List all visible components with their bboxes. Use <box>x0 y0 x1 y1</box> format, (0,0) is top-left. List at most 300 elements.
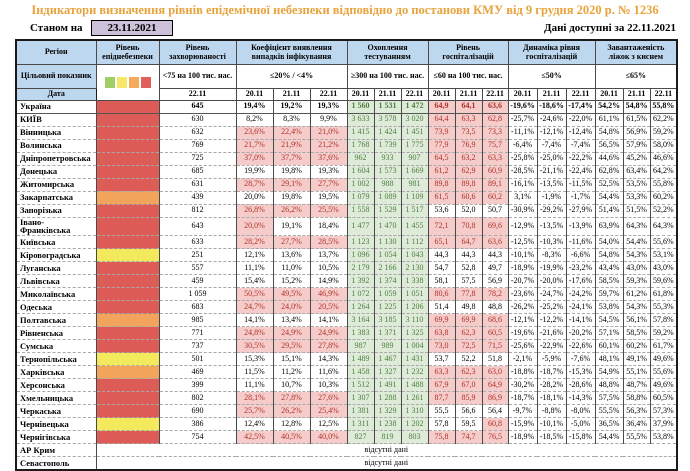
level-cell <box>96 366 159 379</box>
dynamics-cell: -12,5% <box>508 236 537 249</box>
beds-cell: 55,5% <box>623 431 650 444</box>
dynamics-cell: -24,1% <box>566 301 595 314</box>
testing-cell: 1 415 <box>347 126 374 139</box>
testing-cell: 1 123 <box>347 236 374 249</box>
dynamics-cell: -18,8% <box>508 366 537 379</box>
incidence-cell: 725 <box>159 152 236 165</box>
coef-cell: 19,8% <box>273 165 310 178</box>
testing-cell: 1 488 <box>401 379 428 392</box>
hosp-cell: 89,8 <box>428 178 455 191</box>
dynamics-cell: -14,3% <box>566 392 595 405</box>
coef-cell: 12,5% <box>310 418 347 431</box>
coef-cell: 13,4% <box>273 314 310 327</box>
testing-cell: 819 <box>374 431 401 444</box>
hosp-cell: 72,1 <box>428 217 455 236</box>
coef-cell: 13,6% <box>273 249 310 262</box>
table-row <box>16 301 677 314</box>
beds-cell: 49,6% <box>650 353 677 366</box>
dynamics-cell: -13,5% <box>537 217 566 236</box>
region-name-cell: Харківська <box>16 366 96 379</box>
testing-cell: 1 089 <box>374 191 401 204</box>
hosp-cell: 63,8 <box>428 327 455 340</box>
coef-cell: 28,2% <box>236 236 273 249</box>
beds-cell: 54,5% <box>595 314 623 327</box>
hosp-cell: 67,0 <box>455 379 482 392</box>
beds-cell: 49,6% <box>650 379 677 392</box>
incidence-cell: 645 <box>159 100 236 113</box>
table-row <box>16 178 677 191</box>
table-row <box>16 126 677 139</box>
available-date: 22.11.2021 <box>627 22 676 34</box>
coef-cell: 27,8% <box>310 340 347 353</box>
coef-cell: 24,9% <box>310 327 347 340</box>
beds-cell: 54,3% <box>623 301 650 314</box>
dynamics-cell: -20,7% <box>508 275 537 288</box>
dynamics-cell: -19,6% <box>508 327 537 340</box>
dynamics-cell: -13,5% <box>537 178 566 191</box>
coef-cell: 15,1% <box>273 353 310 366</box>
beds-cell: 54,4% <box>595 191 623 204</box>
testing-cell: 3 633 <box>347 113 374 126</box>
coef-cell: 23,6% <box>236 126 273 139</box>
coef-cell: 20,0% <box>236 191 273 204</box>
coef-column-header: Коефіцієнт виявлення випадків інфікування <box>236 40 347 64</box>
beds-cell: 36,5% <box>595 418 623 431</box>
hosp-cell: 64,5 <box>428 152 455 165</box>
incidence-cell: 754 <box>159 431 236 444</box>
hosp-cell: 56,6 <box>455 405 482 418</box>
testing-column-header: Охоплення тестуванням <box>347 40 428 64</box>
incidence-target: <75 на 100 тис. нас. <box>159 64 236 88</box>
testing-cell: 1 202 <box>401 418 428 431</box>
hosp-cell: 65,1 <box>428 236 455 249</box>
hosp-cell: 80,6 <box>428 288 455 301</box>
coef-cell: 14,1% <box>310 314 347 327</box>
coef-cell: 10,7% <box>273 379 310 392</box>
hosp-cell: 62,9 <box>455 165 482 178</box>
incidence-cell: 685 <box>159 165 236 178</box>
available-label: Дані доступні за <box>544 22 625 34</box>
hosp-cell: 89,1 <box>482 178 508 191</box>
region-column-header: Регіон <box>16 40 96 64</box>
testing-cell: 3 164 <box>347 314 374 327</box>
testing-cell: 1 489 <box>347 353 374 366</box>
dynamics-cell: -18,6% <box>537 100 566 113</box>
testing-cell: 1 327 <box>374 366 401 379</box>
testing-cell: 933 <box>374 152 401 165</box>
testing-cell: 962 <box>347 152 374 165</box>
level-cell <box>96 353 159 366</box>
testing-cell: 1 458 <box>347 366 374 379</box>
dynamics-cell: -24,2% <box>566 288 595 301</box>
date-cell: 22.11 <box>401 88 428 100</box>
dynamics-cell: -7,4% <box>566 139 595 152</box>
hosp-cell: 70,8 <box>455 217 482 236</box>
dynamics-cell: -12,4% <box>566 126 595 139</box>
dynamics-cell: -19,9% <box>537 262 566 275</box>
region-name-cell: Закарпатська <box>16 191 96 204</box>
dynamics-cell: -18,1% <box>537 392 566 405</box>
beds-cell: 60,2% <box>650 191 677 204</box>
hosp-cell: 72,5 <box>455 340 482 353</box>
beds-column-header: Завантаженість ліжок з киснем <box>595 40 677 64</box>
beds-cell: 43,4% <box>595 262 623 275</box>
coef-cell: 29,1% <box>273 178 310 191</box>
table-row <box>16 418 677 431</box>
coef-cell: 24,0% <box>273 301 310 314</box>
as-of-label: Станом на <box>30 22 83 34</box>
date-cell: 20.11 <box>347 88 374 100</box>
table-row <box>16 236 677 249</box>
no-data-row <box>16 457 677 471</box>
hosp-cell: 76,5 <box>482 431 508 444</box>
region-name-cell: Київська <box>16 236 96 249</box>
coef-cell: 27,7% <box>310 178 347 191</box>
region-name-cell: Полтавська <box>16 314 96 327</box>
hosp-cell: 73,9 <box>428 126 455 139</box>
hosp-cell: 69,9 <box>428 314 455 327</box>
hosp-cell: 60,2 <box>482 191 508 204</box>
incidence-cell: 802 <box>159 392 236 405</box>
as-of-date-box: 23.11.2021 <box>91 20 174 36</box>
meta-row <box>0 18 690 38</box>
testing-cell: 1 491 <box>374 379 401 392</box>
region-name-cell: Рівненська <box>16 327 96 340</box>
incidence-cell: 439 <box>159 191 236 204</box>
beds-cell: 54,4% <box>595 431 623 444</box>
hosp-cell: 89,8 <box>455 178 482 191</box>
hosp-cell: 73,0 <box>428 340 455 353</box>
testing-cell: 803 <box>401 431 428 444</box>
testing-cell: 1 512 <box>347 379 374 392</box>
beds-cell: 46,6% <box>650 152 677 165</box>
date-cell: 22.11 <box>310 88 347 100</box>
beds-cell: 58,8% <box>623 392 650 405</box>
date-cell: 20.11 <box>236 88 273 100</box>
dynamics-cell: -6,4% <box>508 139 537 152</box>
testing-cell: 3 020 <box>401 113 428 126</box>
table-row <box>16 353 677 366</box>
coef-cell: 14,3% <box>310 353 347 366</box>
testing-cell: 2 179 <box>347 262 374 275</box>
testing-cell: 1 310 <box>401 405 428 418</box>
coef-cell: 40,0% <box>310 431 347 444</box>
date-cell: 21.11 <box>273 88 310 100</box>
incidence-cell: 683 <box>159 301 236 314</box>
dynamics-cell: -9,7% <box>508 405 537 418</box>
coef-cell: 24,7% <box>236 301 273 314</box>
incidence-cell: 1 059 <box>159 288 236 301</box>
hosp-cell: 73,5 <box>455 126 482 139</box>
testing-cell: 1 531 <box>374 100 401 113</box>
testing-cell: 1 669 <box>401 165 428 178</box>
testing-cell: 1 261 <box>401 392 428 405</box>
testing-cell: 1 109 <box>401 191 428 204</box>
level-cell <box>96 100 159 113</box>
table-row <box>16 204 677 217</box>
dynamics-cell: -1,9% <box>537 191 566 204</box>
table-row <box>16 249 677 262</box>
beds-cell: 62,8% <box>595 165 623 178</box>
coef-cell: 8,3% <box>273 113 310 126</box>
incidence-cell: 737 <box>159 340 236 353</box>
beds-cell: 61,5% <box>623 113 650 126</box>
region-name-cell: АР Крим <box>16 444 96 457</box>
hosp-cell: 64,1 <box>455 100 482 113</box>
testing-cell: 907 <box>401 152 428 165</box>
beds-cell: 51,4% <box>595 204 623 217</box>
testing-cell: 1 225 <box>374 301 401 314</box>
dynamics-cell: 3,1% <box>508 191 537 204</box>
testing-cell: 1 002 <box>347 178 374 191</box>
dynamics-cell: -8,0% <box>566 405 595 418</box>
coef-cell: 24,9% <box>273 327 310 340</box>
testing-cell: 1 051 <box>401 288 428 301</box>
dynamics-cell: -18,9% <box>508 262 537 275</box>
dynamics-cell: -15,9% <box>508 418 537 431</box>
coef-cell: 11,1% <box>236 379 273 392</box>
testing-cell: 1 470 <box>374 217 401 236</box>
beds-cell: 60,1% <box>595 340 623 353</box>
hosp-cell: 63,3 <box>428 366 455 379</box>
table-row <box>16 327 677 340</box>
hosp-cell: 57,8 <box>428 418 455 431</box>
coef-cell: 19,3% <box>310 100 347 113</box>
region-name-cell: Івано-Франківська <box>16 217 96 236</box>
dynamics-cell: -17,4% <box>566 100 595 113</box>
testing-cell: 1 558 <box>347 204 374 217</box>
hosp-cell: 63,3 <box>455 113 482 126</box>
hosp-cell: 67,9 <box>428 379 455 392</box>
hosp-cell: 57,5 <box>455 275 482 288</box>
beds-cell: 55,6% <box>650 366 677 379</box>
incidence-cell: 985 <box>159 314 236 327</box>
hosp-cell: 62,3 <box>455 366 482 379</box>
hosp-cell: 64,4 <box>428 113 455 126</box>
coef-cell: 19,8% <box>273 191 310 204</box>
testing-cell: 1 477 <box>347 217 374 236</box>
dynamics-cell: -8,8% <box>537 405 566 418</box>
dynamics-cell: -21,1% <box>537 165 566 178</box>
dynamics-cell: -12,2% <box>537 314 566 327</box>
date-cell: 22.11 <box>566 88 595 100</box>
coef-target: ≤20% / <4% <box>236 64 347 88</box>
hosp-cell: 59,5 <box>455 418 482 431</box>
hosp-cell: 53,7 <box>428 353 455 366</box>
table-row <box>16 100 677 113</box>
level-cell <box>96 204 159 217</box>
region-name-cell: Черкаська <box>16 405 96 418</box>
coef-cell: 18,4% <box>310 217 347 236</box>
testing-cell: 1 739 <box>374 139 401 152</box>
hosp-cell: 63,2 <box>455 152 482 165</box>
hosp-column-header: Рівень госпіталізацій <box>428 40 508 64</box>
coef-cell: 21,2% <box>310 139 347 152</box>
table-row <box>16 262 677 275</box>
dynamics-cell: -21,6% <box>537 327 566 340</box>
level-legend-square <box>105 77 115 88</box>
testing-cell: 1 232 <box>401 366 428 379</box>
testing-cell: 1 079 <box>347 191 374 204</box>
dynamics-cell: -22,6% <box>566 340 595 353</box>
table-row <box>16 113 677 126</box>
beds-cell: 57,3% <box>650 405 677 418</box>
testing-cell: 1 467 <box>374 353 401 366</box>
table-header <box>16 40 677 100</box>
beds-cell: 63,9% <box>595 217 623 236</box>
testing-cell: 1 096 <box>347 249 374 262</box>
page-title: Індикатори визначення рівнів епідемічної небезпеки відповідно до постанови КМУ від 9 грудня 2020 р. № 1236 <box>31 3 659 17</box>
beds-cell: 61,2% <box>623 288 650 301</box>
dynamics-cell: -25,6% <box>508 340 537 353</box>
incidence-cell: 631 <box>159 178 236 191</box>
testing-cell: 1 424 <box>374 126 401 139</box>
level-cell <box>96 249 159 262</box>
testing-cell: 1 383 <box>347 327 374 340</box>
coef-cell: 25,7% <box>236 405 273 418</box>
level-legend-square <box>141 77 151 88</box>
incidence-cell: 459 <box>159 275 236 288</box>
coef-cell: 19,2% <box>273 100 310 113</box>
table-row <box>16 152 677 165</box>
table-row <box>16 165 677 178</box>
dynamics-cell: -24,7% <box>537 288 566 301</box>
testing-cell: 1 392 <box>347 275 374 288</box>
no-data-cell: відсутні дані <box>96 444 677 457</box>
beds-cell: 63,4% <box>623 165 650 178</box>
dynamics-cell: -12,1% <box>537 126 566 139</box>
coef-cell: 12,4% <box>236 418 273 431</box>
hosp-cell: 60,9 <box>482 165 508 178</box>
hosp-cell: 77,9 <box>428 139 455 152</box>
dynamics-cell: -20,0% <box>537 275 566 288</box>
incidence-cell: 630 <box>159 113 236 126</box>
dynamics-cell: -27,9% <box>566 204 595 217</box>
testing-cell: 1 004 <box>401 340 428 353</box>
level-cell <box>96 327 159 340</box>
incidence-cell: 399 <box>159 379 236 392</box>
testing-cell: 1 054 <box>374 249 401 262</box>
beds-cell: 64,2% <box>650 165 677 178</box>
level-cell <box>96 314 159 327</box>
beds-cell: 64,3% <box>650 217 677 236</box>
beds-cell: 37,9% <box>650 418 677 431</box>
table-row <box>16 392 677 405</box>
coef-cell: 15,2% <box>273 275 310 288</box>
testing-cell: 1 288 <box>374 392 401 405</box>
level-cell <box>96 139 159 152</box>
hosp-cell: 52,8 <box>455 262 482 275</box>
beds-cell: 59,3% <box>623 275 650 288</box>
testing-cell: 1 206 <box>401 301 428 314</box>
coef-cell: 21,0% <box>310 126 347 139</box>
region-name-cell: Миколаївська <box>16 288 96 301</box>
coef-cell: 49,5% <box>273 288 310 301</box>
hosp-cell: 54,7 <box>428 262 455 275</box>
hosp-cell: 61,5 <box>428 191 455 204</box>
dynamics-cell: -25,0% <box>537 152 566 165</box>
beds-cell: 57,8% <box>650 314 677 327</box>
incidence-column-header: Рівень захворюваності <box>159 40 236 64</box>
dynamics-cell: -23,6% <box>508 288 537 301</box>
dynamics-cell: -11,1% <box>508 126 537 139</box>
coef-cell: 19,1% <box>273 217 310 236</box>
beds-cell: 53,5% <box>623 178 650 191</box>
dynamics-cell: -8,3% <box>537 249 566 262</box>
testing-cell: 1 130 <box>374 236 401 249</box>
testing-cell: 1 371 <box>374 327 401 340</box>
region-name-cell: Запорізька <box>16 204 96 217</box>
beds-cell: 56,9% <box>623 126 650 139</box>
hosp-cell: 49,7 <box>482 262 508 275</box>
level-column-header: Рівень епіднебезпеки <box>96 40 159 64</box>
level-cell <box>96 178 159 191</box>
testing-target: ≥300 на 100 тис. нас. <box>347 64 428 88</box>
hosp-cell: 62,8 <box>482 113 508 126</box>
date-cell: 22.11 <box>482 88 508 100</box>
coef-cell: 10,5% <box>310 262 347 275</box>
incidence-cell: 632 <box>159 126 236 139</box>
hosp-cell: 77,8 <box>455 288 482 301</box>
region-name-cell: Херсонська <box>16 379 96 392</box>
table-row <box>16 191 677 204</box>
dynamics-cell: -20,2% <box>566 327 595 340</box>
hosp-cell: 56,4 <box>482 405 508 418</box>
table-row <box>16 340 677 353</box>
beds-target: ≤65% <box>595 64 677 88</box>
beds-cell: 53,3% <box>623 191 650 204</box>
coef-cell: 15,3% <box>236 353 273 366</box>
dynamics-cell: -22,2% <box>566 152 595 165</box>
coef-cell: 30,5% <box>236 340 273 353</box>
dynamics-cell: -22,9% <box>537 340 566 353</box>
region-name-cell: Житомирська <box>16 178 96 191</box>
beds-cell: 44,6% <box>595 152 623 165</box>
coef-cell: 26,8% <box>236 204 273 217</box>
hosp-cell: 63,0 <box>482 366 508 379</box>
region-name-cell: Дніпропетровська <box>16 152 96 165</box>
dynamics-cell: -5,0% <box>566 418 595 431</box>
hosp-cell: 69,9 <box>455 314 482 327</box>
coef-cell: 25,4% <box>310 405 347 418</box>
hosp-cell: 50,7 <box>482 204 508 217</box>
coef-cell: 28,1% <box>236 392 273 405</box>
beds-cell: 54,8% <box>595 126 623 139</box>
level-cell <box>96 236 159 249</box>
beds-cell: 56,5% <box>595 139 623 152</box>
coef-cell: 13,7% <box>310 249 347 262</box>
testing-cell: 987 <box>347 340 374 353</box>
date-cell: 22.11 <box>650 88 677 100</box>
testing-cell: 1 560 <box>347 100 374 113</box>
beds-cell: 58,0% <box>650 139 677 152</box>
coef-cell: 27,7% <box>273 236 310 249</box>
coef-cell: 42,5% <box>236 431 273 444</box>
beds-cell: 52,2% <box>650 204 677 217</box>
incidence-cell: 633 <box>159 236 236 249</box>
indicators-table <box>15 39 678 471</box>
hosp-cell: 44,3 <box>455 249 482 262</box>
coef-cell: 46,9% <box>310 288 347 301</box>
testing-cell: 988 <box>374 178 401 191</box>
hosp-cell: 71,5 <box>482 340 508 353</box>
date-cell: 21.11 <box>374 88 401 100</box>
coef-cell: 11,5% <box>236 366 273 379</box>
beds-cell: 53,8% <box>595 301 623 314</box>
beds-cell: 54,0% <box>595 236 623 249</box>
testing-cell: 1 472 <box>401 100 428 113</box>
coef-cell: 50,5% <box>236 288 273 301</box>
